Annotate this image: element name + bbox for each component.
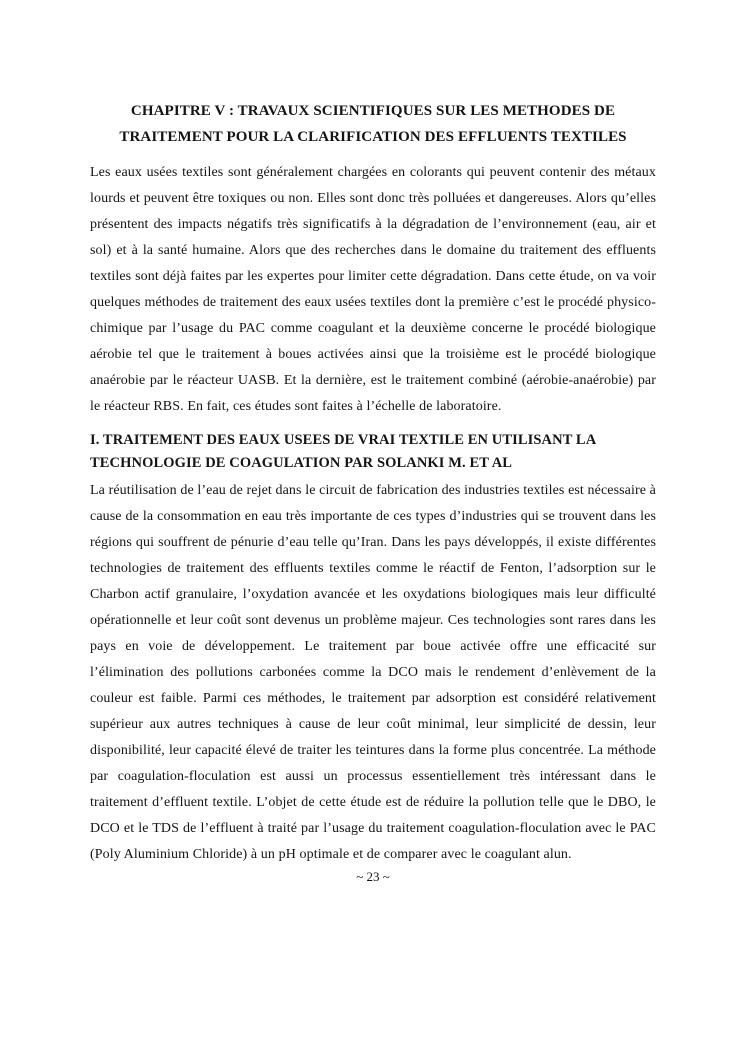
page-number: ~ 23 ~ [356, 869, 390, 884]
chapter-title: CHAPITRE V : TRAVAUX SCIENTIFIQUES SUR LES METHODES DE TRAITEMENT POUR LA CLARIFICATION DES EFFLUENTS TEXTILES [119, 103, 627, 145]
intro-paragraph: Les eaux usées textiles sont généralement chargées en colorants qui peuvent contenir des métaux lourds et peuvent être toxiques ou non. Elles sont donc très polluées et dangereuses. Alors qu’elles présentent des impacts négatifs très significatifs à la dégradation de l’environnement (eau, air et sol) et à la santé humaine. Alors que des recherches dans le domaine du traitement des effluents textiles sont déjà faites par les expertes pour limiter cette dégradation. Dans cette étude, on va voir quelques méthodes de traitement des eaux usées textiles dont la première c’est le procédé physico-chimique par l’usage du PAC comme coagulant et la deuxième concerne le procédé biologique aérobie tel que le traitement à boues activées ainsi que la troisième est le procédé biologique anaérobie par le réacteur UASB. Et la dernière, est le traitement combiné (aérobie-anaérobie) par le réacteur RBS. En fait, ces études sont faites à l’échelle de laboratoire. [90, 165, 656, 414]
section-heading: I. TRAITEMENT DES EAUX USEES DE VRAI TEXTILE EN UTILISANT LA TECHNOLOGIE DE COAGULATION PAR SOLANKI M. ET AL [90, 432, 596, 471]
section-paragraph: La réutilisation de l’eau de rejet dans le circuit de fabrication des industries textiles est nécessaire à cause de la consommation en eau très importante de ces types d’industries qui se trouvent dans les régions qui souffrent de pénurie d’eau telle qu’Iran. Dans les pays développés, il existe différentes technologies de traitement des effluents textiles comme le réactif de Fenton, l’adsorption sur le Charbon actif granulaire, l’oxydation avancée et les oxydations biologiques mais leur difficulté opérationnelle et leur coût sont devenus un problème majeur. Ces technologies sont rares dans les pays en voie de développement. Le traitement par boue activée offre une efficacité sur l’élimination des pollutions carbonées comme la DCO mais le rendement d’enlèvement de la couleur est faible. Parmi ces méthodes, le traitement par adsorption est considéré relativement supérieur aux autres techniques à cause de leur coût minimal, leur simplicité de dessin, leur disponibilité, leur capacité élevé de traiter les teintures dans la forme plus concentrée. La méthode par coagulation-floculation est aussi un processus essentiellement très intéressant dans le traitement d’effluent textile. L’objet de cette étude est de réduire la pollution telle que le DBO, le DCO et le TDS de l’effluent à traité par l’usage du traitement coagulation-floculation avec le PAC (Poly Aluminium Chloride) à un pH optimale et de comparer avec le coagulant alun. [90, 483, 656, 862]
